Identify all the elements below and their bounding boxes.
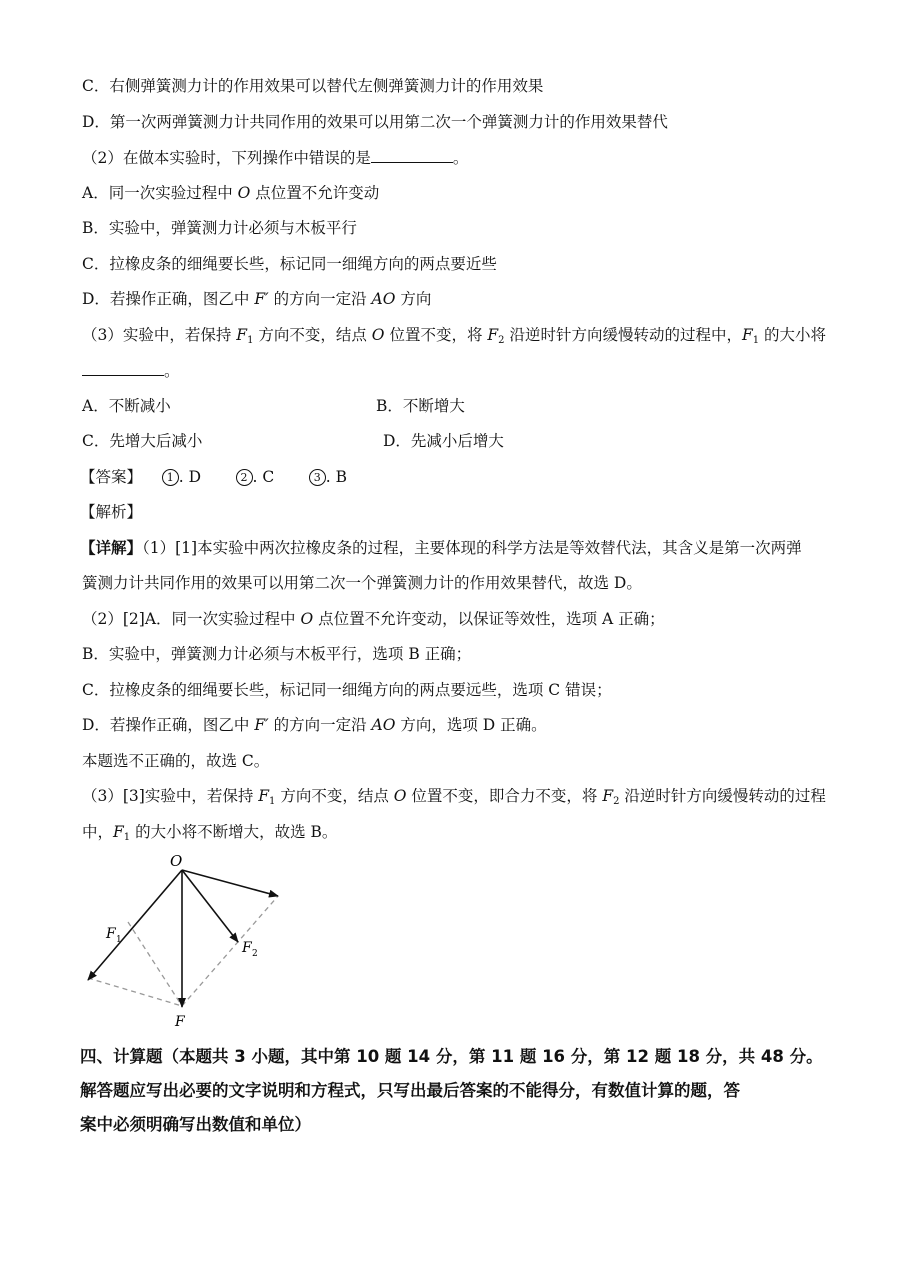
q2-d-mid: 的方向一定沿 — [268, 290, 372, 308]
answer-1: . D — [178, 468, 202, 486]
answer-num-2: 2 — [236, 469, 253, 486]
q3-option-d: D．先减小后增大 — [383, 432, 504, 450]
q2-a-post: 点位置不允许变动 — [250, 184, 380, 202]
label-f1: F — [106, 926, 116, 942]
p1-l1: （1）[1]本实验中两次拉橡皮条的过程，主要体现的科学方法是等效替代法，其含义是第一次两弹 — [142, 539, 802, 557]
answer-2: . C — [252, 468, 275, 486]
answer-num-1: 1 — [162, 469, 179, 486]
analysis-label: 【解析】 — [80, 503, 143, 521]
analysis-p2-line1 — [82, 608, 665, 630]
q3-t2: 方向不变，结点 — [253, 326, 372, 344]
q1-option-c: C．右侧弹簧测力计的作用效果可以替代左侧弹簧测力计的作用效果 — [82, 77, 544, 95]
q2-a-o: O — [237, 184, 251, 202]
analysis-p2-line3: C．拉橡皮条的细绳要长些，标记同一细绳方向的两点要远些，选项 C 错误； — [82, 681, 612, 699]
q3-f1-sub: 1 — [247, 335, 254, 346]
q2-stem-text: （2）在做本实验时，下列操作中错误的是 — [82, 149, 371, 167]
q3-f1b-sub: 1 — [752, 335, 760, 346]
q3-o: O — [371, 326, 385, 344]
q1-option-d: D．第一次两弹簧测力计共同作用的效果可以用第二次一个弹簧测力计的作用效果替代 — [82, 113, 668, 131]
answer-label: 【答案】 — [80, 468, 143, 486]
analysis-p2-line5: 本题选不正确的，故选 C。 — [82, 752, 270, 770]
q3-f1b: F — [741, 326, 753, 344]
q2-option-c: C．拉橡皮条的细绳要长些，标记同一细绳方向的两点要近些 — [82, 255, 497, 273]
p2-l4-mid: 的方向一定沿 — [268, 716, 372, 734]
q3-t5: 的大小将 — [759, 326, 827, 344]
analysis-p2-line4 — [82, 714, 547, 736]
label-f: F — [175, 1014, 185, 1030]
p2-o: O — [300, 610, 314, 628]
force-f2-rotated-arrow — [182, 870, 278, 896]
analysis-p3-line2 — [82, 821, 337, 849]
q3-end: 。 — [164, 362, 180, 380]
q3-option-b: B．不断增大 — [376, 397, 465, 415]
section4-heading-line3: 案中必须明确写出数值和单位） — [80, 1115, 311, 1134]
dashed-line — [128, 922, 182, 1006]
p3-f2: F — [602, 787, 614, 805]
p2-l1-post: 点位置不允许变动，以保证等效性，选项 A 正确； — [313, 610, 665, 628]
q3-option-c: C．先增大后减小 — [82, 432, 203, 450]
section4-heading-line2: 解答题应写出必要的文字说明和方程式，只写出最后答案的不能得分，有数值计算的题，答 — [80, 1081, 740, 1100]
q3-t4: 沿逆时针方向缓慢转动的过程中， — [504, 326, 742, 344]
q2-stem-end: 。 — [452, 149, 469, 167]
dashed-line — [88, 978, 182, 1006]
p2-l1-pre: （2）[2]A．同一次实验过程中 — [82, 610, 301, 628]
q3-stem — [82, 324, 826, 352]
answer-line — [80, 466, 347, 488]
q3-option-a: A．不断减小 — [82, 397, 171, 415]
detail-label: 【详解】 — [80, 538, 143, 557]
q2-option-a — [82, 182, 379, 204]
answer-num-3: 3 — [309, 469, 326, 486]
p3-l2-f1: F — [113, 823, 124, 841]
q3-t3: 位置不变，将 — [384, 326, 488, 344]
p3-d: 沿逆时针方向缓慢转动的过程 — [619, 787, 826, 805]
q2-d-f: F′ — [254, 290, 269, 308]
dashed-line — [182, 896, 278, 1006]
analysis-p1-line1 — [80, 537, 802, 559]
q3-f2-sub: 2 — [498, 335, 505, 346]
p2-l4-ao: AO — [371, 716, 396, 734]
q2-d-post: 方向 — [395, 290, 432, 308]
p3-b: 方向不变，结点 — [275, 787, 394, 805]
q2-option-b: B．实验中，弹簧测力计必须与木板平行 — [82, 219, 357, 237]
p3-o: O — [393, 787, 407, 805]
label-f1-sub: 1 — [116, 935, 122, 945]
p3-c: 位置不变，即合力不变，将 — [406, 787, 603, 805]
q2-option-d — [82, 288, 431, 310]
p2-l4-f: F′ — [254, 716, 269, 734]
answer-3: . B — [325, 468, 347, 486]
q2-d-ao: AO — [371, 290, 396, 308]
p3-f1-sub: 1 — [269, 796, 276, 807]
q3-f1: F — [236, 326, 248, 344]
section4-heading-line1: 四、计算题（本题共 3 小题，其中第 10 题 14 分，第 11 题 16 分，第 12 题 18 分，共 48 分。 — [80, 1047, 823, 1066]
q2-stem — [82, 146, 468, 169]
p3-l2-b: 的大小将不断增大，故选 B。 — [130, 823, 338, 841]
p3-f2-sub: 2 — [613, 796, 620, 807]
answer-blank — [82, 359, 164, 376]
p3-a: （3）[3]实验中，若保持 — [82, 787, 259, 805]
label-f2: F — [242, 940, 252, 956]
analysis-p1-line2: 簧测力计共同作用的效果可以用第二次一个弹簧测力计的作用效果替代，故选 D。 — [82, 574, 642, 592]
q3-stem-line2 — [82, 359, 180, 382]
p3-f1: F — [258, 787, 270, 805]
q2-d-pre: D．若操作正确，图乙中 — [82, 290, 255, 308]
force-parallelogram-diagram — [78, 848, 298, 1033]
analysis-p3-line1 — [82, 785, 826, 813]
q3-f2: F — [487, 326, 499, 344]
analysis-p2-line2: B．实验中，弹簧测力计必须与木板平行，选项 B 正确； — [82, 645, 472, 663]
force-f2-arrow — [182, 870, 238, 942]
p2-l4-pre: D．若操作正确，图乙中 — [82, 716, 255, 734]
p2-l4-post: 方向，选项 D 正确。 — [395, 716, 547, 734]
p3-l2-a: 中， — [82, 823, 114, 841]
label-o: O — [170, 852, 183, 870]
q3-t1: （3）实验中，若保持 — [82, 326, 237, 344]
q2-a-pre: A．同一次实验过程中 — [82, 184, 238, 202]
label-f2-sub: 2 — [252, 949, 258, 959]
p3-l2-f1-sub: 1 — [123, 832, 131, 843]
force-f1-arrow — [88, 870, 182, 980]
answer-blank — [371, 146, 453, 163]
